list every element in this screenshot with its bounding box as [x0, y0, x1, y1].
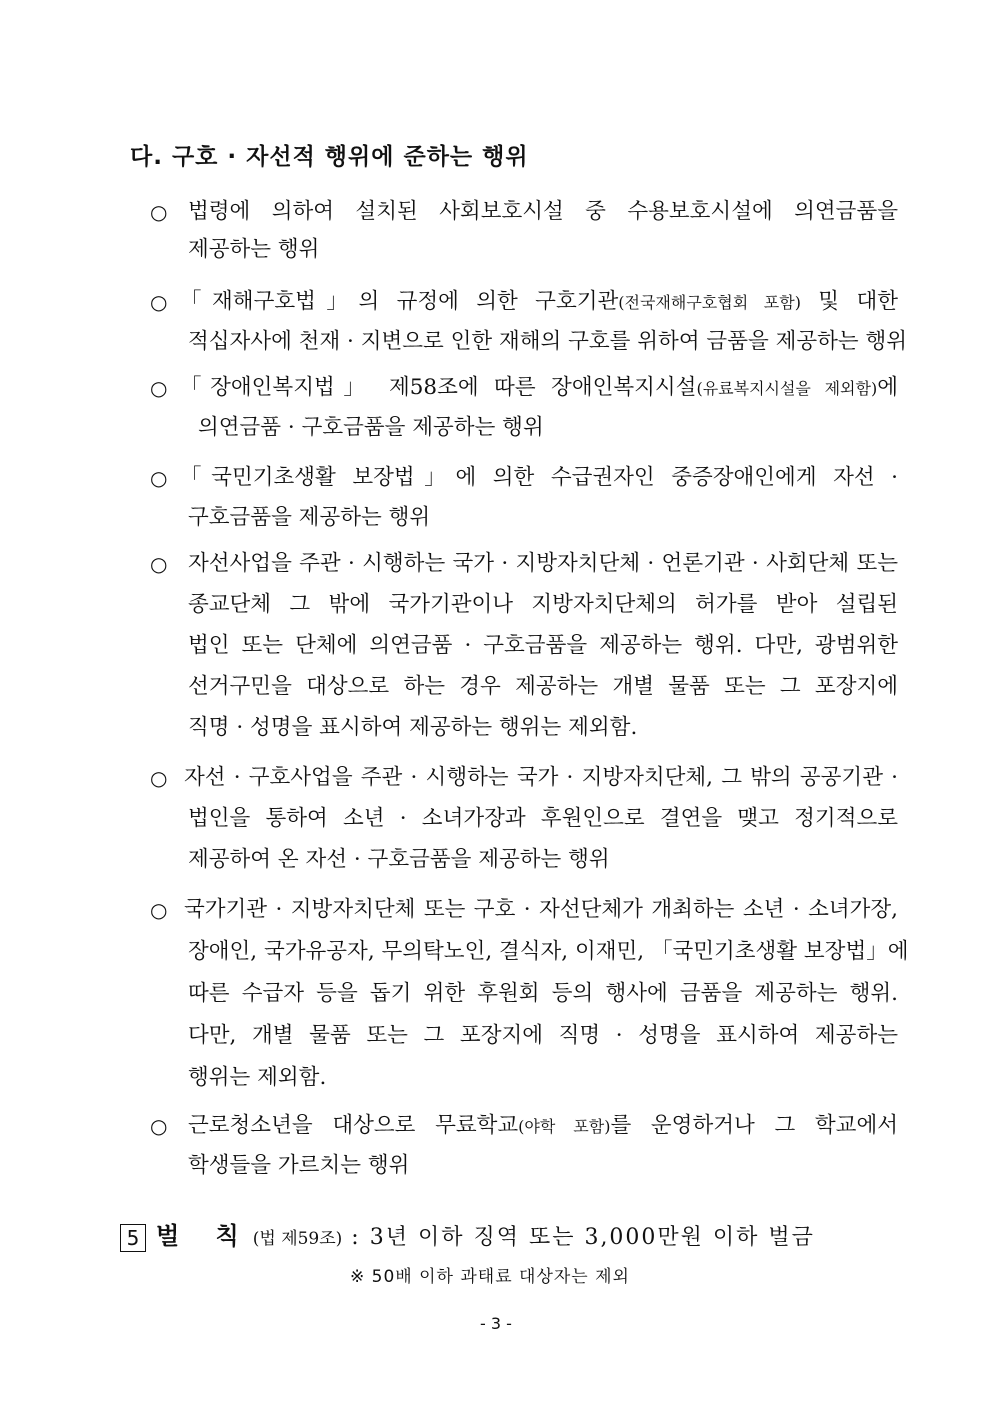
item-line: 제공하여 온 자선 · 구호금품을 제공하는 행위: [188, 847, 610, 872]
item-text: 및 대한: [800, 289, 898, 314]
circle-bullet-icon: ○: [150, 898, 168, 922]
circle-bullet-icon: ○: [150, 552, 168, 576]
penalty-note: ※ 50배 이하 과태료 대상자는 제외: [350, 1267, 630, 1287]
item-line: 학생들을 가르치는 행위: [188, 1153, 410, 1178]
item-text: 근로청소년을 대상으로 무료학교: [188, 1113, 519, 1138]
item-parenthetical: (전국재해구호협회 포함): [618, 293, 801, 312]
item-line: 자선 · 구호사업을 주관 · 시행하는 국가 · 지방자치단체, 그 밖의 공공기관 ·: [184, 765, 898, 790]
item-line: 의연금품 · 구호금품을 제공하는 행위: [198, 415, 544, 440]
item-text: 「장애인복지법」 제58조에 따른 장애인복지시설: [180, 375, 697, 400]
item-line: 적십자사에 천재 · 지변으로 인한 재해의 구호를 위하여 금품을 제공하는 행위: [188, 329, 908, 354]
penalty-section: [120, 1216, 815, 1252]
circle-bullet-icon: ○: [150, 200, 168, 224]
circle-bullet-icon: ○: [150, 766, 168, 790]
item-line: 「국민기초생활 보장법」에 의한 수급권자인 중증장애인에게 자선 ·: [180, 465, 898, 490]
law-reference: (법 제59조): [252, 1229, 343, 1249]
item-text: 를 운영하거나 그 학교에서: [610, 1113, 898, 1138]
penalty-text: : 3년 이하 징역 또는 3,000만원 이하 벌금: [342, 1225, 815, 1250]
section-heading: 다. 구호 · 자선적 행위에 준하는 행위: [130, 144, 529, 170]
item-line: [180, 368, 898, 408]
item-line: 국가기관 · 지방자치단체 또는 구호 · 자선단체가 개최하는 소년 · 소녀가장,: [184, 897, 898, 922]
penalty-title: 벌 칙: [156, 1222, 253, 1250]
item-line: 선거구민을 대상으로 하는 경우 제공하는 개별 물품 또는 그 포장지에: [188, 674, 898, 699]
item-line: 제공하는 행위: [188, 237, 320, 262]
section-number-box: 5: [120, 1224, 146, 1252]
circle-bullet-icon: ○: [150, 376, 168, 400]
item-line: [188, 1106, 898, 1146]
item-line: [180, 282, 898, 322]
item-line: 다만, 개별 물품 또는 그 포장지에 직명 · 성명을 표시하여 제공하는: [188, 1023, 898, 1048]
page-number: - 3 -: [480, 1314, 512, 1333]
circle-bullet-icon: ○: [150, 466, 168, 490]
item-line: 따른 수급자 등을 돕기 위한 후원회 등의 행사에 금품을 제공하는 행위.: [188, 981, 898, 1006]
item-parenthetical: (유료복지시설을 제외함): [696, 379, 878, 398]
item-parenthetical: (야학 포함): [518, 1117, 611, 1136]
item-line: 직명 · 성명을 표시하여 제공하는 행위는 제외함.: [188, 715, 638, 740]
item-line: 자선사업을 주관 · 시행하는 국가 · 지방자치단체 · 언론기관 · 사회단체 또는: [188, 551, 898, 576]
circle-bullet-icon: ○: [150, 290, 168, 314]
circle-bullet-icon: ○: [150, 1114, 168, 1138]
item-line: 법령에 의하여 설치된 사회보호시설 중 수용보호시설에 의연금품을: [188, 199, 898, 224]
item-line: 장애인, 국가유공자, 무의탁노인, 결식자, 이재민, 「국민기초생활 보장법」에: [188, 939, 909, 964]
item-text: 「재해구호법」의 규정에 의한 구호기관: [180, 289, 619, 314]
item-line: 법인 또는 단체에 의연금품 · 구호금품을 제공하는 행위. 다만, 광범위한: [188, 633, 898, 658]
item-line: 종교단체 그 밖에 국가기관이나 지방자치단체의 허가를 받아 설립된: [188, 592, 898, 617]
item-line: 구호금품을 제공하는 행위: [188, 505, 431, 530]
item-line: 법인을 통하여 소년 · 소녀가장과 후원인으로 결연을 맺고 정기적으로: [188, 806, 898, 831]
item-text: 에: [877, 375, 898, 400]
item-line: 행위는 제외함.: [188, 1065, 327, 1090]
